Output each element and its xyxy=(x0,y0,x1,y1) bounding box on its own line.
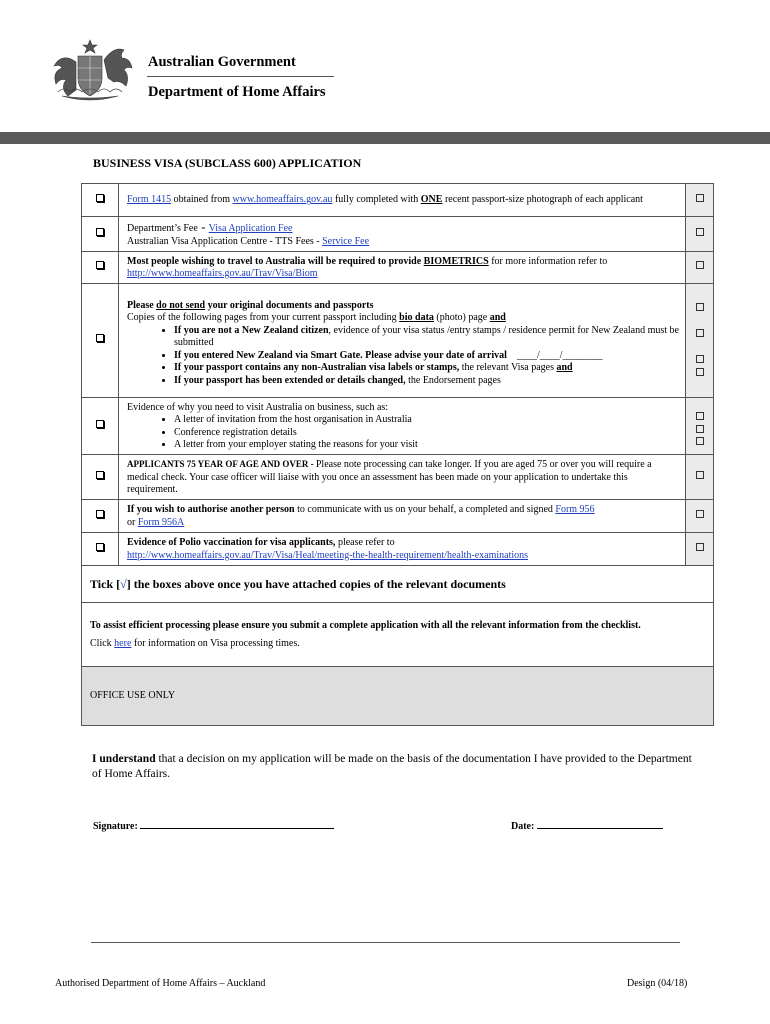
row-text: Most people wishing to travel to Australia will be required to provide BIOMETRICS for more information refer to http://www.homeaffairs.gov.au/Trav/Visa/Biom xyxy=(119,252,686,284)
row-text: If you wish to authorise another person to communicate with us on your behalf, a completed and signed Form 956 or Form 956A xyxy=(119,500,686,533)
coat-of-arms-logo xyxy=(44,38,136,104)
office-checkbox[interactable] xyxy=(696,437,704,445)
date-line[interactable] xyxy=(537,818,663,829)
business-evidence-list xyxy=(127,414,679,452)
list-item: • If you entered New Zealand via Smart Gate. Please advise your date of arrival ____/____/________ xyxy=(174,350,679,363)
footer-authority: Authorised Department of Home Affairs – Auckland xyxy=(55,978,266,989)
footer-divider xyxy=(91,942,680,943)
list-item: • A letter from your employer stating the reasons for your visit xyxy=(174,439,679,452)
office-checkbox[interactable] xyxy=(696,329,704,337)
row-text: Evidence of why you need to visit Australia on business, such as: • A letter of invitation from the host organisation in Australia • Conference registration details • A letter from your employer stating the reasons for your visit xyxy=(119,398,686,455)
checklist-row xyxy=(82,284,714,398)
office-checkbox[interactable] xyxy=(696,194,704,202)
declaration: I understand that a decision on my application will be made on the basis of the documentation I have provided to the Department of Home Affairs. xyxy=(92,753,692,780)
office-checkbox[interactable] xyxy=(696,510,704,518)
checkbox[interactable] xyxy=(96,420,104,428)
tick-instruction: Tick [√] the boxes above once you have attached copies of the relevant documents xyxy=(82,566,714,603)
homeaffairs-link[interactable]: www.homeaffairs.gov.au xyxy=(232,194,333,206)
checklist-row xyxy=(82,252,714,284)
signature-line[interactable] xyxy=(140,818,334,829)
signature-field[interactable]: Signature: xyxy=(93,818,334,832)
checklist-table xyxy=(81,183,714,726)
tick-instruction-row xyxy=(82,566,714,603)
office-checkbox[interactable] xyxy=(696,228,704,236)
checklist-row xyxy=(82,217,714,252)
form-956-link[interactable]: Form 956 xyxy=(555,504,595,515)
form-title: BUSINESS VISA (SUBCLASS 600) APPLICATION xyxy=(93,156,362,170)
office-use-label: OFFICE USE ONLY xyxy=(82,667,714,726)
processing-times-link[interactable]: here xyxy=(114,638,132,649)
row-text: APPLICANTS 75 YEAR OF AGE AND OVER - Please note processing can take longer. If you are aged 75 or over you will require a medical check. Your case officer will liaise with you once an assessment has been made on your application to undertake this requirement. xyxy=(119,455,686,500)
office-use-row xyxy=(82,667,714,726)
org-name-line1: Australian Government xyxy=(148,54,296,70)
row-text: Form 1415 obtained from www.homeaffairs.gov.au fully completed with ONE recent passport-size photograph of each applicant xyxy=(119,184,686,217)
office-checkbox[interactable] xyxy=(696,303,704,311)
office-checkbox[interactable] xyxy=(696,412,704,420)
assist-text: To assist efficient processing please ensure you submit a complete application with all the relevant information from the checklist. Click here for information on Visa processing times. xyxy=(82,603,714,667)
office-checkbox[interactable] xyxy=(696,471,704,479)
list-item: • A letter of invitation from the host organisation in Australia xyxy=(174,414,679,427)
date-field[interactable]: Date: xyxy=(511,818,663,832)
passport-pages-list xyxy=(127,325,679,388)
checkbox[interactable] xyxy=(96,334,104,342)
office-checkbox[interactable] xyxy=(696,368,704,376)
form-956a-link[interactable]: Form 956A xyxy=(137,516,185,528)
checklist-row xyxy=(82,533,714,566)
checklist-row xyxy=(82,455,714,500)
list-item: • Conference registration details xyxy=(174,427,679,440)
footer-design-version: Design (04/18) xyxy=(627,978,688,989)
checklist-row xyxy=(82,500,714,533)
checkbox[interactable] xyxy=(96,228,104,236)
checkbox[interactable] xyxy=(96,543,104,551)
list-item: • If your passport contains any non-Australian visa labels or stamps, the relevant Visa pages and xyxy=(174,362,679,375)
office-checkbox[interactable] xyxy=(696,425,704,433)
list-item: • If you are not a New Zealand citizen, evidence of your visa status /entry stamps / residence permit for New Zealand must be submitted xyxy=(174,325,679,350)
row-text: Department’s Fee - Visa Application Fee Australian Visa Application Centre - TTS Fees - Service Fee xyxy=(119,217,686,252)
checkbox[interactable] xyxy=(96,510,104,518)
header-divider xyxy=(147,76,334,77)
office-checkbox[interactable] xyxy=(696,355,704,363)
checklist-row xyxy=(82,398,714,455)
header-bar xyxy=(0,132,770,144)
list-item: • If your passport has been extended or details changed, the Endorsement pages xyxy=(174,375,679,388)
checklist-row xyxy=(82,184,714,217)
office-checkbox[interactable] xyxy=(696,543,704,551)
checkbox[interactable] xyxy=(96,261,104,269)
org-name-line2: Department of Home Affairs xyxy=(148,84,326,100)
checkbox[interactable] xyxy=(96,471,104,479)
office-checkbox[interactable] xyxy=(696,261,704,269)
biometrics-link[interactable]: http://www.homeaffairs.gov.au/Trav/Visa/Biom xyxy=(127,268,318,279)
health-examinations-link[interactable]: http://www.homeaffairs.gov.au/Trav/Visa/Heal/meeting-the-health-requirement/health-examinations xyxy=(127,549,529,561)
assist-row xyxy=(82,603,714,667)
row-text: Please do not send your original documents and passports Copies of the following pages from your current passport including bio data (photo) page and • If you are not a New Zealand citizen, evidence of your visa status /entry stamps / residence permit for New Zealand must be submitted • If you entered New Zealand via Smart Gate. Please advise your date of arrival ____/____/________ • If your passport contains any non-Australian visa labels or stamps, the relevant Visa pages and • If your passport has been extended or details changed, the Endorsement pages xyxy=(119,284,686,398)
checkbox[interactable] xyxy=(96,194,104,202)
visa-fee-link[interactable]: Visa Application Fee xyxy=(208,223,293,234)
service-fee-link[interactable]: Service Fee xyxy=(322,235,370,247)
row-text: Evidence of Polio vaccination for visa applicants, please refer to http://www.homeaffairs.gov.au/Trav/Visa/Heal/meeting-the-health-requirement/health-examinations xyxy=(119,533,686,566)
form-1415-link[interactable]: Form 1415 xyxy=(127,194,172,206)
